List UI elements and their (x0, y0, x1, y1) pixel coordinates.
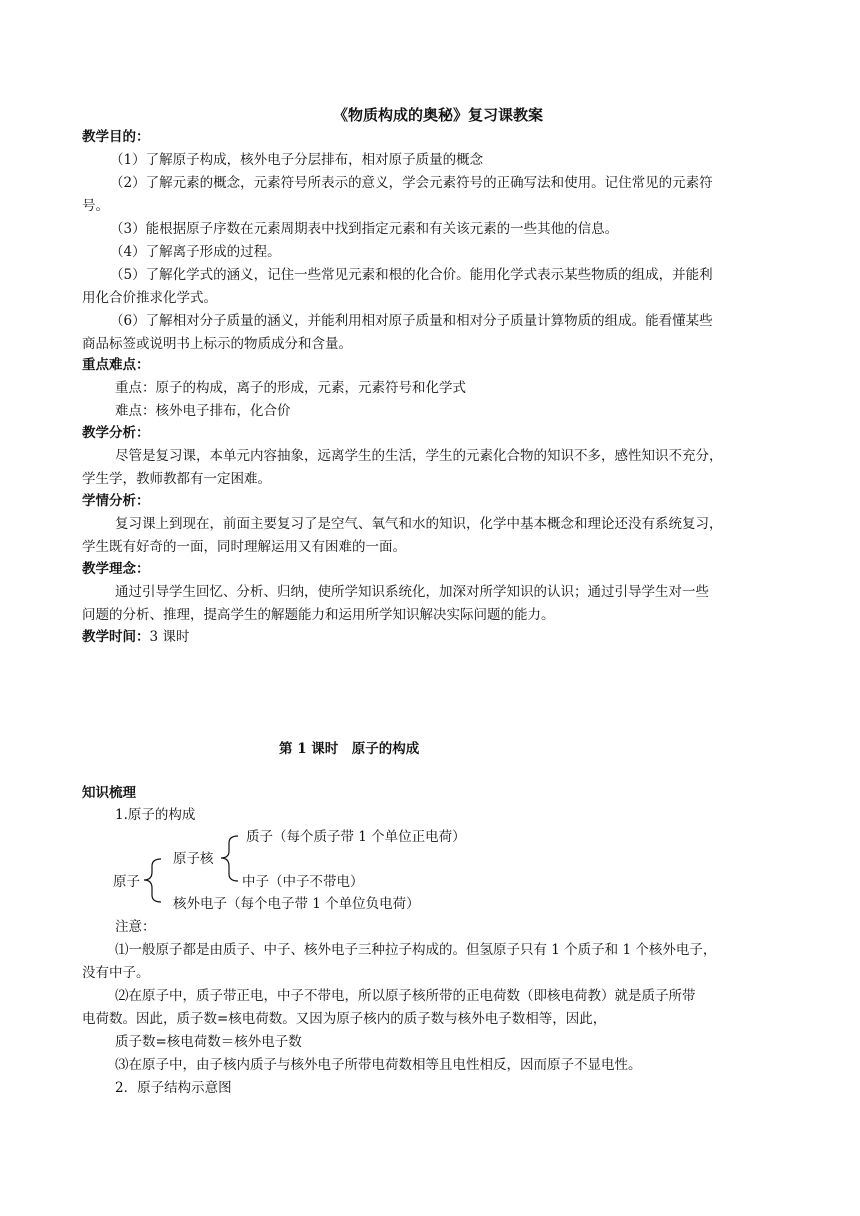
document-title: 《物质构成的奥秘》复习课教案 (333, 106, 544, 124)
objective-line: （4）了解离子形成的过程。 (110, 244, 281, 260)
objective-line: （2）了解元素的概念，元素符号所表示的意义，学会元素符号的正确写法和使用。记住常见的元素符 (110, 175, 713, 191)
difficult-point-line: 难点：核外电子排布，化合价 (115, 403, 291, 419)
item-atom-structure: 1.原子的构成 (115, 807, 196, 823)
analysis-line: 学生学，教师教都有一定困难。 (82, 471, 271, 487)
key-point-line: 重点：原子的构成，离子的形成，元素，元素符号和化学式 (115, 380, 466, 396)
objectives-heading: 教学目的： (82, 129, 150, 145)
philosophy-line: 问题的分析、推理，提高学生的解题能力和运用所学知识解决实际问题的能力。 (82, 607, 555, 623)
note-line: ⑴一般原子都是由质子、中子、核外电子三种拉子构成的。但氢原子只有 1 个质子和 1 个核外电子， (115, 942, 717, 958)
key-points-heading: 重点难点： (82, 357, 150, 373)
time-value: 3 课时 (149, 629, 190, 645)
philosophy-heading: 教学理念： (82, 561, 150, 577)
note-line: ⑶在原子中，由子核内质子与核外电子所带电荷数相等且电性相反，因而原子不显电性。 (115, 1057, 642, 1073)
student-analysis-line: 复习课上到现在，前面主要复习了是空气、氧气和水的知识，化学中基本概念和理论还没有系统复习， (115, 516, 723, 532)
philosophy-line: 通过引导学生回忆、分析、归纳，使所学知识系统化，加深对所学知识的认识；通过引导学生对一些 (115, 584, 709, 600)
note-line: 没有中子。 (82, 965, 150, 981)
nucleus-label: 原子核 (173, 851, 214, 867)
note-line: 电荷数。因此，质子数=核电荷数。又因为原子核内的质子数与核外电子数相等，因此， (82, 1011, 607, 1027)
section-heading: 知识梳理 (82, 785, 136, 801)
lesson-title: 第 1 课时 原子的构成 (279, 741, 420, 757)
neutron-label: 中子（中子不带电） (242, 874, 364, 890)
objective-line: （6）了解相对分子质量的涵义，并能利用相对原子质量和相对分子质量计算物质的组成。能看懂某些 (110, 313, 713, 329)
electron-label: 核外电子（每个电子带 1 个单位负电荷） (173, 896, 420, 912)
student-analysis-line: 学生既有好奇的一面，同时理解运用又有困难的一面。 (82, 539, 406, 555)
student-analysis-heading: 学情分析： (82, 493, 150, 509)
analysis-heading: 教学分析： (82, 425, 150, 441)
objective-line: 用化合价推求化学式。 (82, 290, 217, 306)
proton-label: 质子（每个质子带 1 个单位正电荷） (246, 829, 466, 845)
objective-line: （5）了解化学式的涵义，记住一些常见元素和根的化合价。能用化学式表示某些物质的组成，并能利 (110, 267, 713, 283)
item-atom-diagram: 2．原子结构示意图 (115, 1080, 232, 1096)
time-heading: 教学时间： (82, 629, 150, 645)
note-line: 质子数=核电荷数＝核外电子数 (115, 1034, 302, 1050)
objective-line: 商品标签或说明书上标示的物质成分和含量。 (82, 336, 352, 352)
objective-line: （3）能根据原子序数在元素周期表中找到指定元素和有关该元素的一些其他的信息。 (110, 221, 619, 237)
atom-label: 原子 (113, 874, 140, 890)
objective-line: （1）了解原子构成，核外电子分层排布，相对原子质量的概念 (110, 152, 484, 168)
analysis-line: 尽管是复习课，本单元内容抽象，远离学生的生活，学生的元素化合物的知识不多，感性知识不充分， (115, 448, 723, 464)
note-heading: 注意： (115, 919, 156, 935)
note-line: ⑵在原子中，质子带正电，中子不带电，所以原子核所带的正电荷数（即核电荷教）就是质子所带 (115, 988, 696, 1004)
objective-line: 号。 (82, 198, 109, 214)
